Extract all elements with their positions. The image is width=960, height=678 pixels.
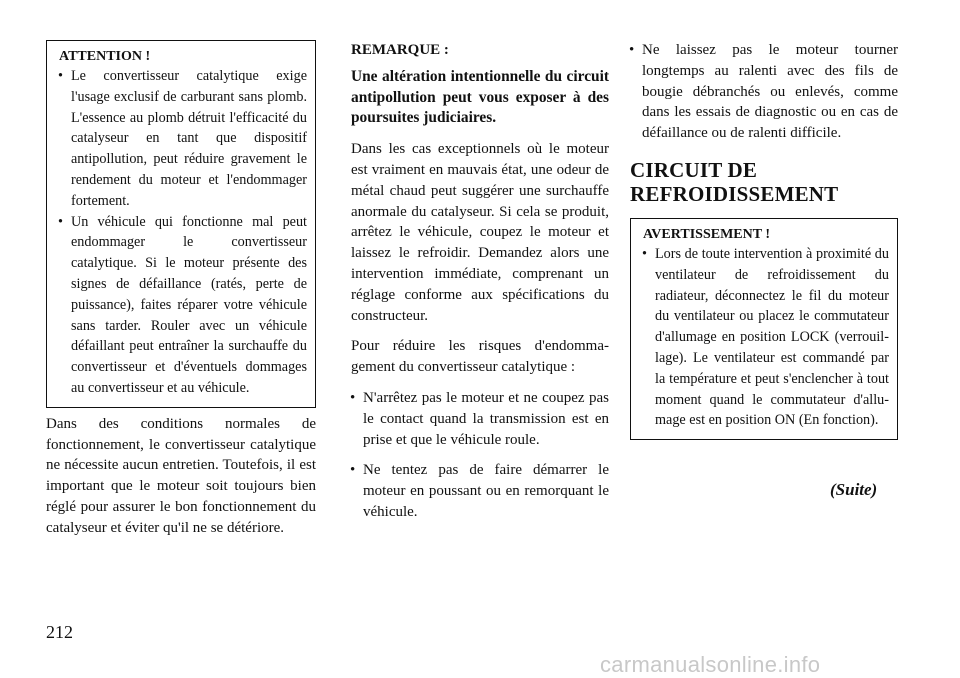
watermark: carmanualsonline.info: [600, 652, 821, 677]
attention-box: [46, 40, 316, 408]
overheat-paragraph: Dans les cas exceptionnels où le moteur est vraiment en mauvais état, une odeur de métal chaud peut suggérer une surchauffe anormale du catalyseur. Si cela se produit, arrêtez le véhicule, coupez le moteur et laissez le refroidir. Demandez alors une intervention immédiate, comprenant un réglage conforme aux spécifications du constructeur.: [351, 141, 609, 324]
idle-list: [630, 40, 898, 144]
risk-intro-paragraph: Pour réduire les risques d'endommagement du convertisseur catalytique :: [351, 338, 609, 376]
warning-list: [643, 244, 889, 431]
attention-item: • Le convertisseur catalytique exige l'usage exclusif de carburant sans plomb. L'essence au plomb détruit l'efficacité du catalyseur en tant que dispositif antipollution, peut réduire gravement le rendement du moteur et l'endommager fortement.: [59, 66, 307, 212]
page-number: 212: [46, 622, 73, 642]
warning-item: • Lors de toute intervention à proximité du ventilateur de refroidissement du radiateur, déconnectez le fil du moteur du ventilateur ou placez le commutateur d'allumage en position LOCK (verrouillage). Le ventilateur est commandé par la température et peut s'enclencher à tout moment quand le commutateur d'allumage est en position ON (En fonction).: [643, 244, 889, 431]
risk-item: • Ne tentez pas de faire démarrer le moteur en poussant ou en remorquant le véhicule.: [351, 460, 609, 522]
column-middle: [351, 40, 609, 533]
section-title-line2: REFROIDISSEMENT: [630, 181, 839, 206]
continued-label: (Suite): [830, 480, 878, 499]
attention-item: • Un véhicule qui fonctionne mal peut endommager le convertisseur catalytique. Si le moteur présente des signes de défaillance (ratés, perte de puissance), faites réparer votre véhicule sans tarder. Rouler avec un véhicule défaillant peut entraîner la surchauffe du convertisseur et d'éventuels dommages au convertisseur et au véhicule.: [59, 212, 307, 399]
section-title-line1: CIRCUIT DE: [630, 157, 758, 182]
section-title: [630, 158, 898, 206]
note-label: REMARQUE :: [351, 42, 449, 58]
maintenance-paragraph: Dans des conditions normales de fonctionnement, le convertisseur catalytique ne nécessite aucun entretien. Toutefois, il est important que le moteur soit toujours bien réglé pour assurer le bon fonctionnement du catalyseur et éviter qu'il ne se détériore.: [46, 415, 316, 536]
column-left: [46, 40, 316, 539]
attention-title: ATTENTION !: [59, 49, 151, 64]
attention-list: [59, 66, 307, 399]
risk-list: [351, 388, 609, 523]
column-right: [630, 40, 898, 440]
note-text: Une altération intentionnelle du circuit antipollution peut vous exposer à des poursuites judiciaires.: [351, 67, 609, 127]
idle-item: • Ne laissez pas le moteur tourner longtemps au ralenti avec des fils de bougie débranchés ou enlevés, comme dans les essais de diagnostic ou en cas de défaillance ou de ralenti difficile.: [630, 40, 898, 144]
warning-box: [630, 218, 898, 440]
warning-title: AVERTISSEMENT !: [643, 226, 770, 242]
risk-item: • N'arrêtez pas le moteur et ne coupez pas le contact quand la transmission est en prise et que le véhicule roule.: [351, 388, 609, 450]
